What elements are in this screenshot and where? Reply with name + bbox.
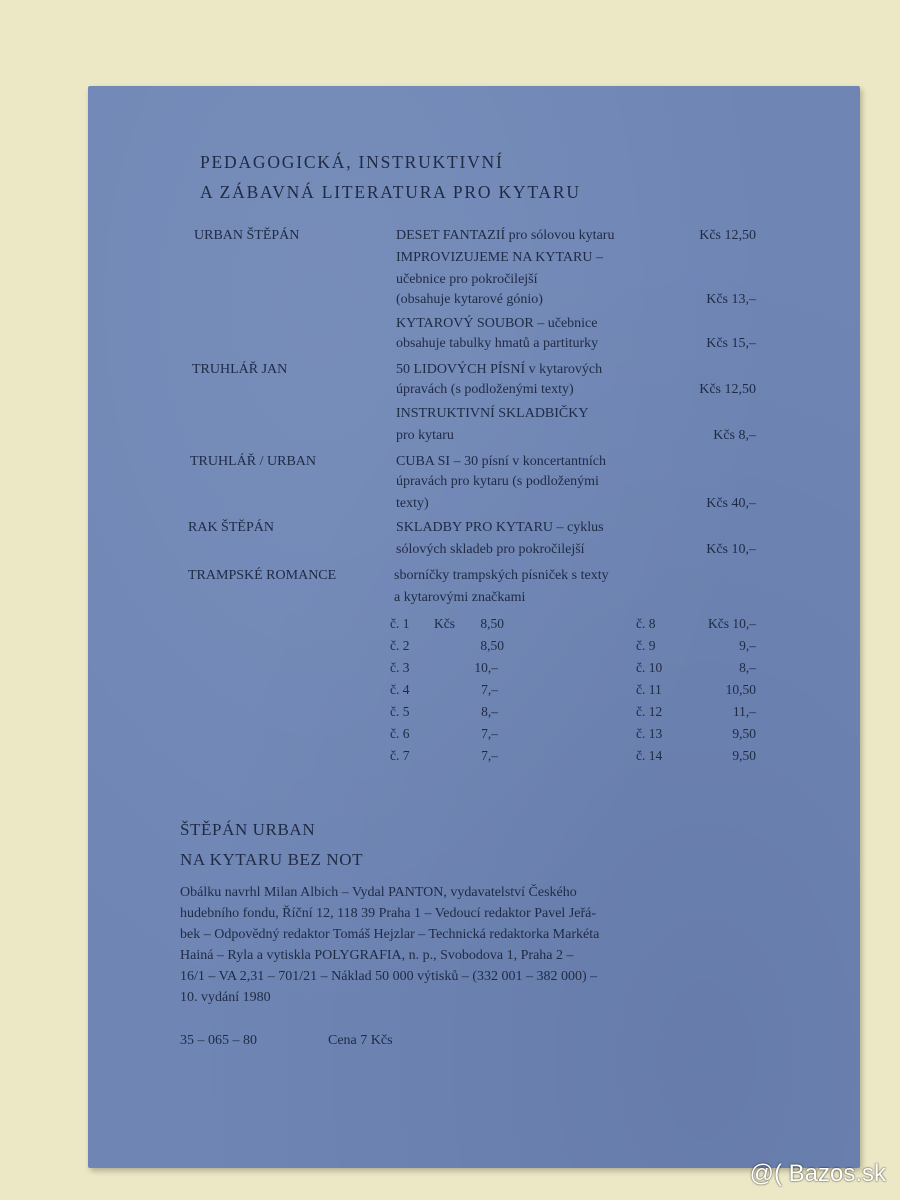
imprint-line: hudebního fondu, Říční 12, 118 39 Praha 1 – Vedoucí redaktor Pavel Jeřá- [180, 906, 597, 921]
entry-author: RAK ŠTĚPÁN [188, 520, 274, 535]
entry-line: KYTAROVÝ SOUBOR – učebnice [396, 316, 598, 331]
entry-line: SKLADBY PRO KYTARU – cyklus [396, 520, 604, 535]
book-author: ŠTĚPÁN URBAN [180, 820, 316, 839]
book-back-cover [88, 86, 860, 1168]
issue-price: 8,50 [480, 638, 504, 653]
heading-line-2: A ZÁBAVNÁ LITERATURA PRO KYTARU [200, 182, 581, 202]
issue-number: č. 1 [390, 616, 410, 631]
entry-line: CUBA SI – 30 písní v koncertantních [396, 454, 606, 469]
catalog-number: 35 – 065 – 80 [180, 1033, 257, 1048]
entry-line: úpravách pro kytaru (s podloženými [396, 474, 599, 489]
issue-number: č. 14 [636, 748, 663, 763]
issue-price: Kčs 10,– [708, 616, 756, 631]
imprint-line: bek – Odpovědný redaktor Tomáš Hejzlar – Technická redaktorka Markéta [180, 927, 600, 942]
entry-author: URBAN ŠTĚPÁN [194, 228, 300, 243]
entry-price: Kčs 40,– [706, 496, 756, 511]
entry-line: (obsahuje kytarové gónio) [396, 292, 543, 307]
issue-price: 7,– [481, 748, 498, 763]
imprint-line: Hainá – Ryla a vytiskla POLYGRAFIA, n. p., Svobodova 1, Praha 2 – [180, 948, 574, 963]
entry-line: INSTRUKTIVNÍ SKLADBIČKY [396, 406, 589, 421]
issue-price: 10,– [474, 660, 498, 675]
issue-number: č. 12 [636, 704, 663, 719]
issue-price: 10,50 [725, 682, 756, 697]
issue-number: č. 11 [636, 682, 662, 697]
issue-price: 9,50 [732, 748, 756, 763]
entry-line: úpravách (s podloženými texty) [396, 382, 574, 397]
issue-currency: Kčs [434, 616, 455, 631]
issue-number: č. 2 [390, 638, 410, 653]
entry-line: učebnice pro pokročilejší [396, 272, 538, 287]
entry-line: a kytarovými značkami [394, 590, 526, 605]
issue-price: 9,50 [732, 726, 756, 741]
issue-number: č. 5 [390, 704, 410, 719]
issue-price: 8,– [481, 704, 498, 719]
entry-price: Kčs 8,– [713, 428, 756, 443]
entry-author: TRAMPSKÉ ROMANCE [188, 568, 337, 583]
entry-line: texty) [396, 496, 429, 511]
entry-author: TRUHLÁŘ JAN [192, 362, 288, 377]
entry-line: 50 LIDOVÝCH PÍSNÍ v kytarových [396, 362, 603, 377]
entry-price: Kčs 15,– [706, 336, 756, 351]
entry-author: TRUHLÁŘ / URBAN [190, 454, 317, 469]
issue-price: 7,– [481, 726, 498, 741]
issue-price: 9,– [739, 638, 756, 653]
watermark-logo: @( Bazos.sk [749, 1160, 886, 1187]
entry-price: Kčs 13,– [706, 292, 756, 307]
entry-line: DESET FANTAZIÍ pro sólovou kytaru [396, 228, 615, 243]
issue-number: č. 6 [390, 726, 410, 741]
issue-price: 8,– [739, 660, 756, 675]
heading-line-1: PEDAGOGICKÁ, INSTRUKTIVNÍ [200, 152, 504, 172]
book-title: NA KYTARU BEZ NOT [180, 850, 364, 869]
entry-line: IMPROVIZUJEME NA KYTARU – [396, 250, 603, 265]
imprint-line: 10. vydání 1980 [180, 990, 271, 1005]
issue-number: č. 10 [636, 660, 663, 675]
price-label: Cena 7 Kčs [328, 1033, 393, 1048]
issue-number: č. 7 [390, 748, 410, 763]
issue-price: 7,– [481, 682, 498, 697]
issue-number: č. 4 [390, 682, 410, 697]
entry-price: Kčs 10,– [706, 542, 756, 557]
entry-price: Kčs 12,50 [699, 228, 756, 243]
issue-price: 8,50 [480, 616, 504, 631]
imprint-line: Obálku navrhl Milan Albich – Vydal PANTON, vydavatelství Českého [180, 885, 577, 900]
entry-price: Kčs 12,50 [699, 382, 756, 397]
issue-number: č. 9 [636, 638, 656, 653]
imprint-line: 16/1 – VA 2,31 – 701/21 – Náklad 50 000 výtisků – (332 001 – 382 000) – [180, 969, 598, 984]
entry-line: obsahuje tabulky hmatů a partiturky [396, 336, 599, 351]
issue-price: 11,– [732, 704, 756, 719]
entry-line: pro kytaru [396, 428, 454, 443]
issue-number: č. 8 [636, 616, 656, 631]
issue-number: č. 3 [390, 660, 410, 675]
issue-number: č. 13 [636, 726, 663, 741]
entry-line: sólových skladeb pro pokročilejší [396, 542, 585, 557]
entry-line: sborníčky trampských písniček s texty [394, 568, 609, 583]
